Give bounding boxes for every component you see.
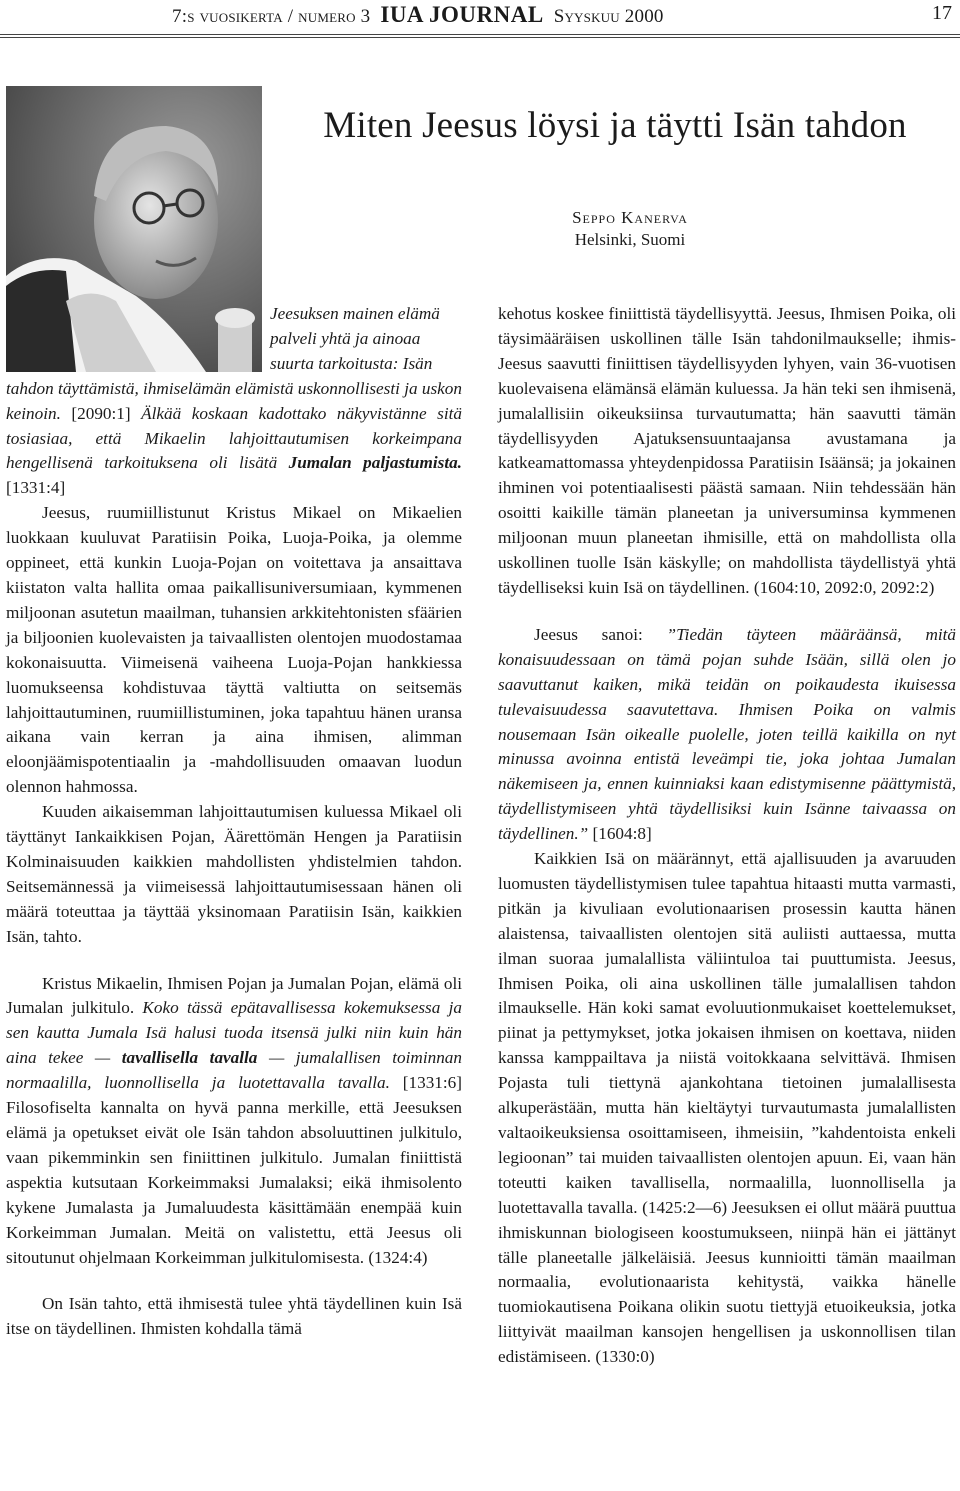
header-journal: IUA JOURNAL [380, 2, 544, 27]
abstract [6, 377, 462, 502]
paragraph: On Isän tahto, että ihmisestä tulee yhtä täydellinen kuin Isä itse on täydellinen. Ihmisten kohdalla tämä [6, 1294, 462, 1339]
abstract-rest: tahdon täyttämistä, ihmiselämän elämistä uskonnollisesti ja uskon keinoin. [6, 378, 462, 423]
spacer [6, 1270, 462, 1292]
ref-2090: [2090:1] [60, 403, 142, 423]
header-rule-top [0, 34, 960, 35]
right-column [498, 302, 956, 1370]
running-header [0, 0, 960, 30]
ref-1331-4: [1331:4] [6, 478, 66, 498]
paragraph [6, 972, 462, 1271]
header-season: Syyskuu 2000 [553, 6, 664, 27]
byline [480, 207, 780, 251]
page-number: 17 [932, 2, 952, 24]
paragraph-italic: — jumalallisen toiminnan normaalilla, luonnollisella ja luotettavalla tavalla. [6, 1048, 462, 1093]
spacer [6, 950, 462, 972]
author-location: Helsinki, Suomi [574, 230, 686, 249]
paragraph-text: Kristus Mikaelin, Ihmisen Pojan ja Jumalan Pojan, elämä oli Jumalan julkitulo. [6, 973, 462, 1018]
jesus-quote: ”Tiedän täyteen määräänsä, mitä konaisuudessaan on tämä pojan suhde Isään, sillä olen jo saavuttanut kaiken, mikä teidän on poikaudesta ikuisessa tulevaisuudessa saavutettava. Ihmisen Poika on valmis nousemaan Isän oikealle puolelle, joten teillä kaikilla on nyt minussa avoinna entistä leveämpi tie, joka johtaa Jumalan näkemiseen ja, ennen kuinniaksi kaan edistymisenne päättymistä, täydellistymiseen yhtä täydellisiksi kuin Isänne taivaassa on täydellinen.” [498, 624, 956, 844]
paragraph-text: [1331:6] Filosofiselta kannalta on hyvä panna merkille, että Jeesuksen elämä ja opetukset eivät ole Isän tahdon absoluuttinen julkitulo, vaan pikemminkin sen finiittinen julkitulo. Jumalan finiittistä aspektia kutsutaan Korkeimmaksi Jumalaksi; eikä ihmisolento kykene Jumalasta ja Jumaluudesta käsittämään enempää kuin Korkeimman Jumalan. Meitä on valistettu, että Jeesus oli sitoutunut ohjelmaan Korkeimman julkitulomisesta. (1324:4) [6, 1073, 462, 1267]
header-volume-prefix: 7: [172, 6, 188, 27]
spacer [498, 601, 956, 623]
quote-paragraph [498, 623, 956, 847]
paragraph-emphasis: tavallisella tavalla [121, 1048, 258, 1068]
author-name: Seppo Kanerva [572, 208, 688, 227]
abstract-lead: Jeesuksen mainen elämä palveli yhtä ja ainoaa suurta tarkoitusta: Isän [270, 304, 440, 373]
paragraph: Kaikkien Isä on määrännyt, että ajallisuuden ja avaruuden luomusten täydellistymisen tulee tapahtua hitaasti mutta varmasti, pitkän ja kivuliaan evolutionaarisen prosessin kautta hänen alaistensa, taivaallisten olentojen sitä auliisti auttaessa, mutta ilman suoraa jumalallista väliintuloa tai puuttumista. Jeesus, Ihmisen Poika, oli aina uskollinen tälle jumalallisen tahdon ilmaukselle. Hän koki samat evoluutionmukaiset koettelemukset, piinat ja pettymykset, jotka jokaisen ihmisen on koettava, niiden kanssa kamppailtava ja niistä voitokkaana selvittävä. Ihmisen Pojasta tuli tiettynä ajankohtana tietoinen jumalallisesta alkuperästään, mutta hän kieltäytyi turvautumasta jumalallisten valtaoikeuksiensa osoittamiseen, ihmeisiin, ”kahdentoista enkeli legioonan” tai muiden taivaallisten olentojen apuun. Ei, vaan hän toteutti kaiken tavallisella, normaalilla, luonnollisella ja luotettavalla tavalla. (1425:2—6) Jeesuksen ei ollut määrä puuttua ihmiskunnan biologiseen koostumukseen, niinpä hän ei jättänyt tälle planeetalle jälkeläisiä. Jeesus kunnioitti tämän maailman normaalia, evolutionaarista kehitystä, vaikka hänelle tuomiokautisena Poikana olikin suotu tiettyjä etuoikeuksia, jotka liittyivät maailman kansojen hengellisen ja uskonnollisen tilan edistämiseen. (1330:0) [498, 849, 956, 1367]
paragraph-text: Jeesus sanoi: [534, 624, 667, 644]
article-title: Miten Jeesus löysi ja täytti Isän tahdon [323, 105, 907, 146]
paragraph: Jeesus, ruumiillistunut Kristus Mikael on Mikaelien luokkaan kuuluvat Paratiisin Poika, Luoja-Poika, ja olemme oppineet, että kunkin Luoja-Pojan on voitettava ja ansaittava kiistaton valta hallita omaa paikallisuniversumiaan, kymmenen miljoonan asutetun maailman, tuhansien arkkitehtonisten sfäärien ja biljoonien kuolevaisten ja taivaallisten olentojen muodostamaa kokonaisuutta. Viimeisenä vaiheena Luoja-Pojan hankkiessa luomukseensa kohdistuvaa täyttä valtiutta on seitsemäs lahjoittautuminen, ruumiillistuminen, joka tapahtuu hänen uransa aikana vain kerran ja aina ihmisen, alimman eloonjäämispotentiaalin ja -mahdollisuuden omaavan luodun olennon hahmossa. [6, 503, 462, 797]
abstract-emphasis: Jumalan paljastumista. [288, 453, 462, 473]
paragraph-italic: Koko tässä epätavallisessa kokemuksessa ja sen kautta Jumala Isä halusi tuoda itsensä julki niin kuin hän aina tekee — [6, 998, 463, 1068]
paragraph: Kuuden aikaisemman lahjoittautumisen kuluessa Mikael oli täyttänyt Iankaikkisen Pojan, Äärettömän Hengen ja Paratiisin Kolminaisuuden kaikkien mahdollisten yhdistelmien tahdon. Seitsemännessä ja viimeisessä lahjoittautumisessaan hänen oli määrä toteuttaa ja täyttää yksinomaan Paratiisin Isän, kaikkien Isän, tahto. [6, 802, 462, 946]
header-rule-bottom [0, 37, 960, 38]
paragraph-text: [1604:8] [588, 824, 652, 844]
header-volume: s vuosikerta / numero 3 [187, 6, 371, 27]
abstract-quote: Älkää koskaan kadottako näkyvistänne sitä tosiasiaa, että Mikaelin lahjoittautumisen korkeimpana hengellisenä tarkoituksena oli lisätä [6, 403, 462, 473]
left-column [6, 302, 462, 1342]
paragraph: kehotus koskee finiittistä täydellisyyttä. Jeesus, Ihmisen Poika, oli täysimääräisen uskollinen tälle Isän tahdonilmaukselle; ihmis-Jeesus saavutti finiittisen täydellisyyden lyhyen, vain 36-vuotisen kuolevaisena elämänsä elämän kuluessa. Ja hän teki sen ihmisenä, jumalallisiin oikeuksiinsa turvautumatta; hän saavutti tämän täydellisyyden Ajatuksensuuntaajansa avustamana ja katkeamattomassa yhteydenpidossa Paratiisin Isäänsä; ja jokainen ihminen voi potentiaalisesti päästä samaan. Niin tehdessään hän osoitti kaikille tämän planeetan ja universuminsa kymmenen miljoonan muun planeetan ihmisille, että on mahdollista olla uskollinen tuolle Isän käskylle; on mahdollista täydellistyä yhtä täydelliseksi kuin Isä on täydellinen. (1604:10, 2092:0, 2092:2) [498, 304, 956, 597]
header-issue [172, 2, 664, 28]
